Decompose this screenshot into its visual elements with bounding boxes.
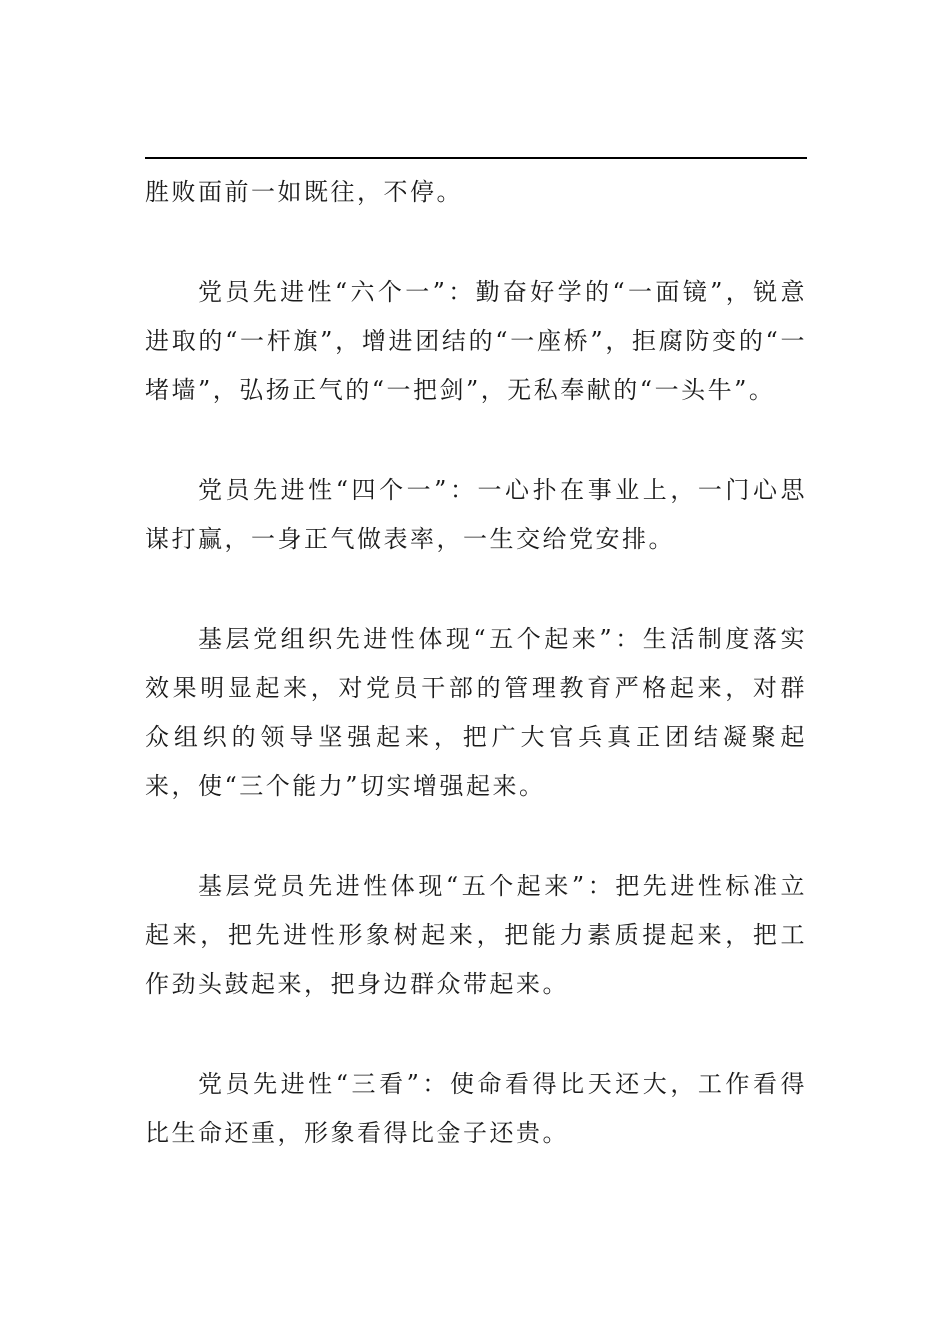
paragraph: 基层党组织先进性体现“五个起来”：生活制度落实效果明显起来，对党员干部的管理教育严格起来，对群众组织的领导坚强起来，把广大官兵真正团结凝聚起来，使“三个能力”切实增强起来。	[145, 625, 807, 800]
paragraph: 胜败面前一如既往，不停。	[145, 178, 463, 206]
paragraph: 党员先进性“三看”：使命看得比天还大，工作看得比生命还重，形象看得比金子还贵。	[145, 1070, 807, 1147]
paragraph: 基层党员先进性体现“五个起来”：把先进性标准立起来，把先进性形象树起来，把能力素质提起来，把工作劲头鼓起来，把身边群众带起来。	[145, 872, 807, 998]
header-rule	[145, 157, 807, 159]
paragraph: 党员先进性“六个一”：勤奋好学的“一面镜”，锐意进取的“一杆旗”，增进团结的“一座桥”，拒腐防变的“一堵墙”，弘扬正气的“一把剑”，无私奉献的“一头牛”。	[145, 278, 807, 404]
document-body	[145, 168, 807, 1158]
paragraph: 党员先进性“四个一”：一心扑在事业上，一门心思谋打赢，一身正气做表率，一生交给党安排。	[145, 476, 807, 553]
